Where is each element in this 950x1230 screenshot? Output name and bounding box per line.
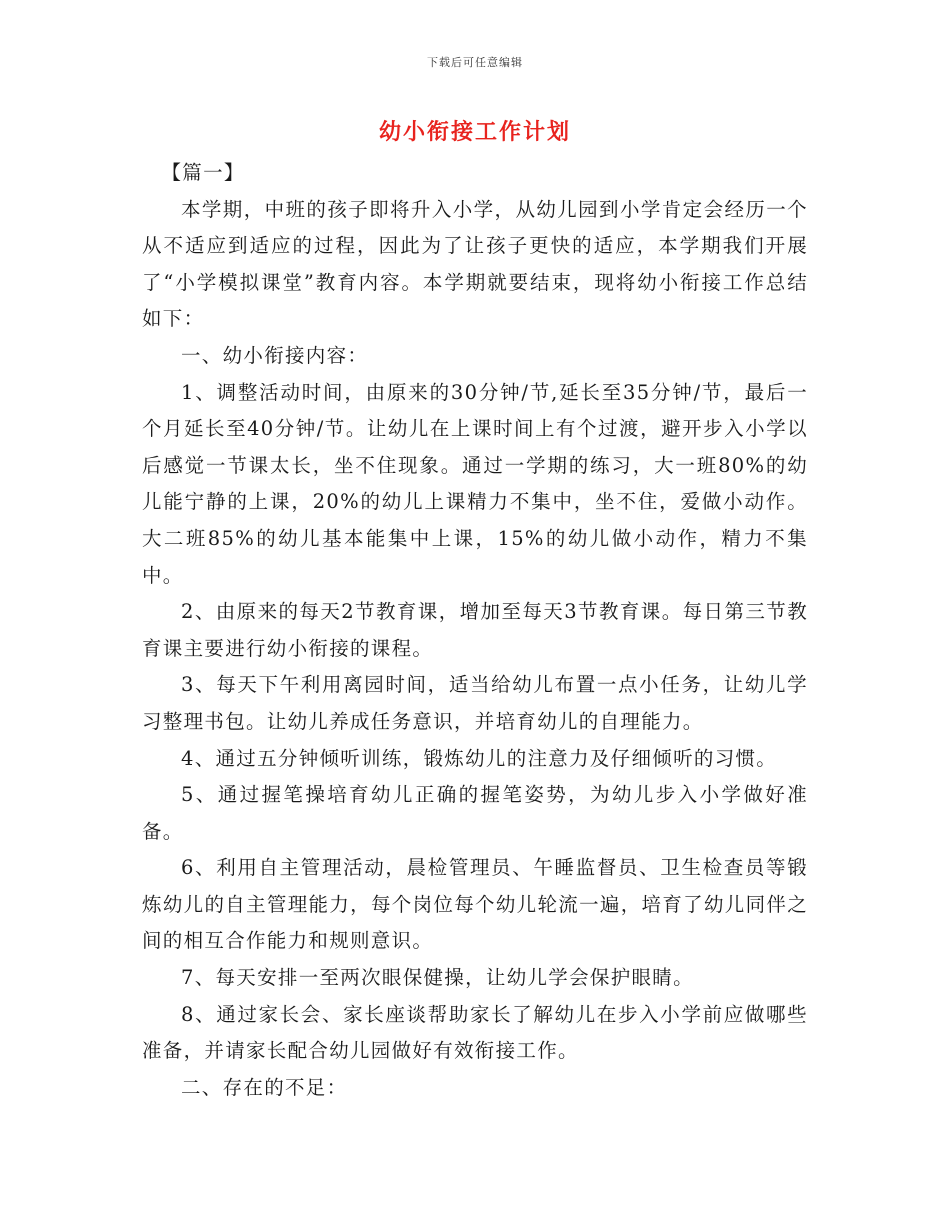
document-body bbox=[142, 155, 808, 1106]
list-item-8: 8、通过家长会、家长座谈帮助家长了解幼儿在步入小学前应做哪些准备，并请家长配合幼儿园做好有效衔接工作。 bbox=[142, 1002, 808, 1063]
section-heading-content: 一、幼小衔接内容： bbox=[181, 343, 369, 367]
section-heading-shortcomings: 二、存在的不足： bbox=[181, 1075, 348, 1099]
list-item-6: 6、利用自主管理活动，晨检管理员、午睡监督员、卫生检查员等锻炼幼儿的自主管理能力，每个岗位每个幼儿轮流一遍，培育了幼儿同伴之间的相互合作能力和规则意识。 bbox=[142, 856, 808, 953]
section-heading-part-one: 【篇一】 bbox=[161, 161, 245, 184]
list-item-2: 2、由原来的每天2节教育课，增加至每天3节教育课。每日第三节教育课主要进行幼小衔接的课程。 bbox=[142, 600, 808, 660]
page-header-note: 下载后可任意编辑 bbox=[427, 56, 523, 69]
intro-paragraph: 本学期，中班的孩子即将升入小学，从幼儿园到小学肯定会经历一个从不适应到适应的过程，因此为了让孩子更快的适应，本学期我们开展了“小学模拟课堂”教育内容。本学期就要结束，现将幼小衔接工作总结如下： bbox=[142, 197, 808, 331]
list-item-3: 3、每天下午利用离园时间，适当给幼儿布置一点小任务，让幼儿学习整理书包。让幼儿养成任务意识，并培育幼儿的自理能力。 bbox=[142, 673, 808, 733]
list-item-5: 5、通过握笔操培育幼儿正确的握笔姿势，为幼儿步入小学做好准备。 bbox=[142, 783, 808, 843]
list-item-1: 1、调整活动时间，由原来的30分钟/节,延长至35分钟/节，最后一个月延长至40分钟/节。让幼儿在上课时间上有个过渡，避开步入小学以后感觉一节课太长，坐不住现象。通过一学期的练习，大一班80%的幼儿能宁静的上课，20%的幼儿上课精力不集中，坐不住，爱做小动作。大二班85%的幼儿基本能集中上课，15%的幼儿做小动作，精力不集中。 bbox=[142, 380, 808, 587]
document-title: 幼小衔接工作计划 bbox=[378, 119, 571, 145]
list-item-7: 7、每天安排一至两次眼保健操，让幼儿学会保护眼睛。 bbox=[181, 966, 694, 990]
list-item-4: 4、通过五分钟倾听训练，锻炼幼儿的注意力及仔细倾听的习惯。 bbox=[181, 746, 778, 770]
